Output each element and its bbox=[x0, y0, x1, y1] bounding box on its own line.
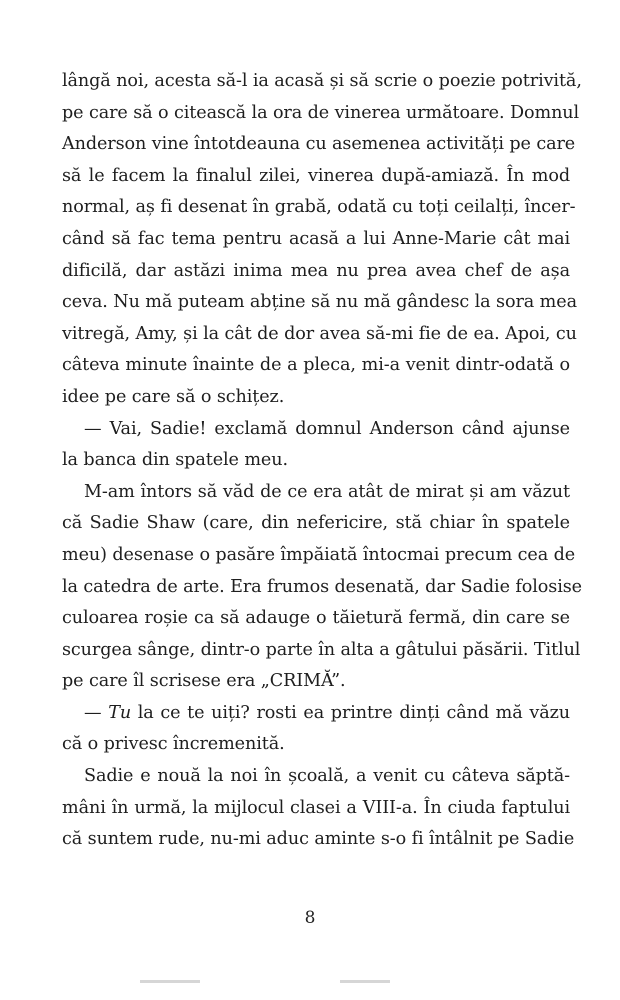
text-line: la catedra de arte. Era frumos desenată, dar Sadie folosise bbox=[62, 576, 582, 597]
page-number: 8 bbox=[304, 908, 316, 928]
text-line: culoarea roșie ca să adauge o tăietură fermă, din care se bbox=[62, 608, 570, 629]
text-line: normal, aș fi desenat în grabă, odată cu toți ceilalți, încer- bbox=[62, 197, 576, 218]
paragraph-start-line: M-am întors să văd de ce era atât de mirat și am văzut bbox=[84, 481, 570, 502]
text-line: lângă noi, acesta să-l ia acasă și să scrie o poezie potrivită, bbox=[62, 71, 582, 91]
dialogue-rest: la ce te uiți? rosti ea printre dinți când mă văzu bbox=[131, 702, 570, 723]
text-line: mâni în urmă, la mijlocul clasei a VIII-a. În ciuda faptului bbox=[62, 797, 570, 818]
text-line: idee pe care să o schițez. bbox=[62, 386, 285, 407]
text-line: la banca din spatele meu. bbox=[62, 450, 288, 471]
dialogue-dash: — bbox=[84, 702, 109, 723]
text-line: ceva. Nu mă puteam abține să nu mă gândesc la sora mea bbox=[62, 292, 577, 313]
text-line: Anderson vine întotdeauna cu asemenea activități pe care bbox=[62, 134, 576, 155]
text-line: că suntem rude, nu-mi aduc aminte s-o fi întâlnit pe Sadie bbox=[62, 829, 575, 850]
text-line: vitregă, Amy, și la cât de dor avea să-mi fie de ea. Apoi, cu bbox=[62, 323, 577, 344]
dialogue-line bbox=[62, 698, 570, 730]
dialogue-text bbox=[108, 703, 570, 723]
text-line: scurgea sânge, dintr-o parte în alta a gâtului păsării. Titlul bbox=[62, 639, 581, 660]
text-line: pe care îl scrisese era „CRIMĂ”. bbox=[62, 671, 346, 692]
body-text bbox=[62, 66, 582, 856]
emphasized-word: Tu bbox=[108, 702, 132, 723]
text-line: pe care să o citească la ora de vinerea următoare. Domnul bbox=[62, 102, 580, 123]
text-line: că o privesc încremenită. bbox=[62, 734, 285, 755]
scan-artifact bbox=[340, 980, 390, 983]
text-line: dificilă, dar astăzi inima mea nu prea avea chef de așa bbox=[62, 260, 570, 281]
dialogue-line: — Vai, Sadie! exclamă domnul Anderson când ajunse bbox=[84, 418, 570, 439]
text-line: meu) desenase o pasăre împăiată întocmai precum cea de bbox=[62, 544, 576, 565]
text-line: că Sadie Shaw (care, din nefericire, stă chiar în spatele bbox=[62, 513, 570, 534]
text-line: câteva minute înainte de a pleca, mi-a venit dintr-odată o bbox=[62, 355, 570, 376]
text-line: când să fac tema pentru acasă a lui Anne-Marie cât mai bbox=[62, 228, 570, 249]
text-line: să le facem la finalul zilei, vinerea după-amiază. În mod bbox=[62, 165, 570, 186]
scan-artifact bbox=[140, 980, 200, 983]
paragraph-start-line: Sadie e nouă la noi în școală, a venit cu câteva săptă- bbox=[84, 766, 570, 787]
